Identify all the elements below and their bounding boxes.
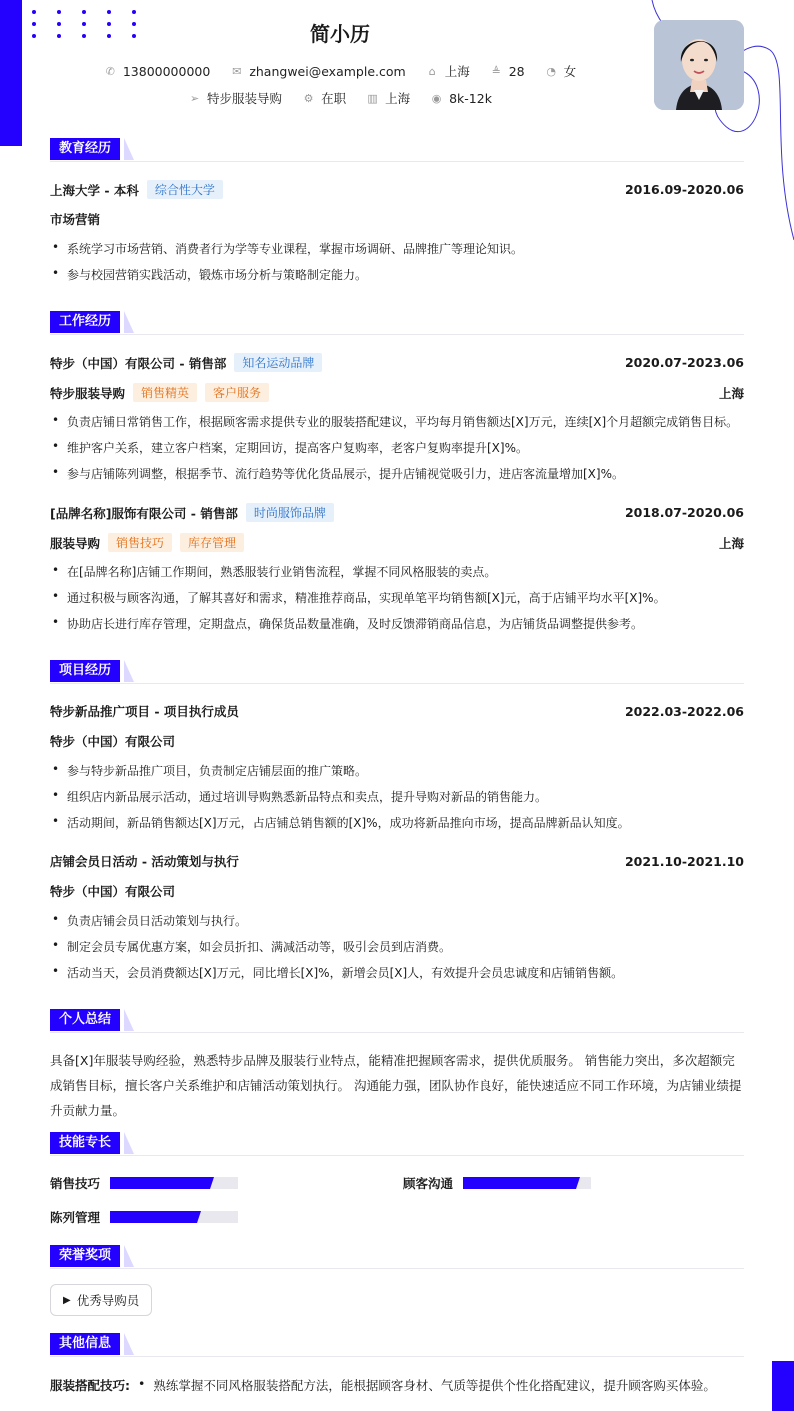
section-title-tail: [124, 660, 134, 682]
section-title-tail: [124, 1245, 134, 1267]
education-bullet: • 参与校园营销实践活动，锻炼市场分析与策略制定能力。: [50, 266, 744, 283]
profile-photo: [654, 20, 744, 110]
phone-icon: ✆: [105, 64, 115, 78]
education-title: 教育经历: [50, 138, 120, 160]
location-item: [426, 62, 470, 80]
other-section: [50, 1333, 744, 1357]
skill-bar-fill: [110, 1177, 210, 1189]
project-period: 2021.10-2021.10: [624, 853, 744, 869]
major: 市场营销: [50, 212, 101, 227]
job-position-left: [50, 533, 244, 552]
target-job-value: 特步服装导购: [207, 91, 283, 106]
project-entry: [50, 702, 744, 720]
education-section: [50, 138, 744, 282]
skills-title: 技能专长: [50, 1132, 120, 1154]
project-period: 2022.03-2022.06: [624, 703, 744, 719]
job-period: 2020.07-2023.06: [624, 355, 744, 370]
project-org-row: [50, 732, 744, 750]
project-bullet: • 制定会员专属优惠方案，如会员折扣、满减活动等，吸引会员到店消费。: [50, 938, 744, 955]
gender-icon: ◔: [546, 64, 556, 78]
job-position-row: [50, 383, 744, 402]
job-entry: [50, 353, 744, 372]
honors-title: 荣誉奖项: [50, 1245, 120, 1267]
skill-tag: 客户服务: [205, 383, 269, 402]
skill-name: 陈列管理: [50, 1210, 101, 1225]
target-city-item: [366, 89, 410, 107]
mail-icon: ✉: [232, 64, 242, 78]
skill-bar: [110, 1177, 238, 1189]
bullet-dot: •: [138, 1376, 146, 1391]
school-tag: 综合性大学: [147, 180, 223, 199]
skill-bar: [463, 1177, 591, 1189]
job-position-row: [50, 533, 744, 552]
salary-item: [430, 89, 492, 107]
status-icon: ⚙: [303, 91, 314, 105]
skill-bar-fill: [110, 1211, 197, 1223]
company-tag: 知名运动品牌: [234, 353, 322, 372]
skills-section: [50, 1132, 744, 1156]
skill-tag: 库存管理: [180, 533, 244, 552]
project-org: 特步（中国）有限公司: [50, 884, 176, 899]
target-job-item: [188, 89, 282, 107]
home-icon: ⌂: [428, 64, 436, 78]
skill-item: [403, 1174, 591, 1192]
honors-section: [50, 1245, 744, 1269]
job-period: 2018.07-2020.06: [624, 505, 744, 520]
other-info-row: [50, 1376, 716, 1394]
skills-header: [50, 1132, 744, 1156]
other-title: 其他信息: [50, 1333, 120, 1355]
skill-tag: 销售精英: [133, 383, 197, 402]
project-org-row: [50, 882, 744, 900]
cake-icon: ≜: [491, 64, 501, 78]
job-city: 上海: [718, 385, 744, 401]
job-position-left: [50, 383, 269, 402]
section-title-tail: [124, 138, 134, 160]
section-title-tail: [124, 1333, 134, 1355]
company-tag: 时尚服饰品牌: [246, 503, 334, 522]
school-name: 上海大学 - 本科: [50, 182, 139, 198]
job-city: 上海: [718, 535, 744, 551]
skill-name: 顾客沟通: [403, 1176, 454, 1191]
email-item: [230, 62, 405, 80]
work-title: 工作经历: [50, 311, 120, 333]
skill-tag: 销售技巧: [108, 533, 172, 552]
other-header: [50, 1333, 744, 1357]
project-bullet: • 活动期间，新品销售额达[X]万元，占店铺总销售额的[X]%，成功将新品推向市场，提高品牌新品认知度。: [50, 814, 744, 831]
projects-header: [50, 660, 744, 684]
candidate-name: 简小历: [310, 22, 370, 46]
project-bullet: • 负责店铺会员日活动策划与执行。: [50, 912, 744, 929]
contact-row: [0, 62, 680, 80]
salary-icon: ◉: [431, 91, 442, 105]
job-intent-row: [0, 89, 680, 107]
skill-bar-fill: [463, 1177, 576, 1189]
job-bullet: • 协助店长进行库存管理，定期盘点，确保货品数量准确，及时反馈滞销商品信息，为店铺货品调整提供参考。: [50, 615, 744, 632]
job-bullet: • 在[品牌名称]店铺工作期间，熟悉服装行业销售流程，掌握不同风格服装的卖点。: [50, 563, 744, 580]
education-bullet: • 系统学习市场营销、消费者行为学等专业课程，掌握市场调研、品牌推广等理论知识。: [50, 240, 744, 257]
play-icon: ▶: [63, 1294, 71, 1306]
work-section: [50, 311, 744, 631]
summary-section: [50, 1009, 744, 1033]
status-value: 在职: [321, 91, 347, 106]
honors-header: [50, 1245, 744, 1269]
job-company: 特步（中国）有限公司 - 销售部: [50, 355, 227, 371]
age-item: [490, 62, 525, 80]
other-label: 服装搭配技巧:: [50, 1378, 130, 1393]
projects-title: 项目经历: [50, 660, 120, 682]
send-icon: ➢: [189, 91, 200, 105]
phone-value: 13800000000: [122, 63, 211, 79]
section-title-tail: [124, 311, 134, 333]
skill-item: [50, 1174, 238, 1192]
project-entry: [50, 852, 744, 870]
building-icon: ▥: [367, 91, 378, 105]
job-bullet: • 参与店铺陈列调整，根据季节、流行趋势等优化货品展示，提升店铺视觉吸引力，进店客流量增加[X]%。: [50, 465, 744, 482]
gender-value: 女: [563, 64, 577, 79]
major-row: [50, 210, 744, 228]
education-entry-left: [50, 180, 223, 199]
location-value: 上海: [444, 64, 470, 79]
right-accent-bar: [772, 1361, 794, 1411]
gender-item: [545, 62, 577, 80]
education-entry: [50, 180, 744, 199]
job-entry-left: [50, 503, 334, 522]
email-value: zhangwei@example.com: [249, 63, 406, 79]
education-header: [50, 138, 744, 162]
award-item[interactable]: [50, 1284, 152, 1316]
age-value: 28: [508, 63, 525, 79]
job-position: 服装导购: [50, 535, 101, 551]
section-title-tail: [124, 1009, 134, 1031]
salary-value: 8k-12k: [449, 90, 492, 106]
job-company: [品牌名称]服饰有限公司 - 销售部: [50, 505, 238, 521]
job-bullet: • 维护客户关系，建立客户档案，定期回访，提高客户复购率，老客户复购率提升[X]%。: [50, 439, 744, 456]
project-bullet: • 组织店内新品展示活动，通过培训导购熟悉新品特点和卖点，提升导购对新品的销售能力。: [50, 788, 744, 805]
education-period: 2016.09-2020.06: [624, 182, 744, 197]
other-text: 熟练掌握不同风格服装搭配方法，能根据顾客身材、气质等提供个性化搭配建议，提升顾客购买体验。: [153, 1378, 716, 1393]
job-bullet: • 负责店铺日常销售工作，根据顾客需求提供专业的服装搭配建议，平均每月销售额达[X]万元，连续[X]个月超额完成销售目标。: [50, 413, 744, 430]
section-title-tail: [124, 1132, 134, 1154]
phone-item: [104, 62, 210, 80]
job-entry-left: [50, 353, 322, 372]
skill-name: 销售技巧: [50, 1176, 101, 1191]
project-bullet: • 参与特步新品推广项目，负责制定店铺层面的推广策略。: [50, 762, 744, 779]
target-city-value: 上海: [385, 91, 411, 106]
summary-title: 个人总结: [50, 1009, 120, 1031]
work-header: [50, 311, 744, 335]
summary-text: 具备[X]年服装导购经验，熟悉特步品牌及服装行业特点，能精准把握顾客需求，提供优质服务。 销售能力突出，多次超额完成销售目标，擅长客户关系维护和店铺活动策划执行。 沟通能力强，团队协作良好，能快速适应不同工作环境，为店铺业绩提升贡献力量。: [50, 1053, 742, 1118]
portrait-illustration: [654, 20, 744, 110]
skill-item: [50, 1208, 238, 1226]
summary-header: [50, 1009, 744, 1033]
job-entry: [50, 503, 744, 522]
status-item: [302, 89, 346, 107]
job-bullet: • 通过积极与顾客沟通，了解其喜好和需求，精准推荐商品，实现单笔平均销售额[X]元，高于店铺平均水平[X]%。: [50, 589, 744, 606]
skill-bar: [110, 1211, 238, 1223]
projects-section: [50, 660, 744, 980]
project-name: 店铺会员日活动 - 活动策划与执行: [50, 854, 239, 869]
project-name: 特步新品推广项目 - 项目执行成员: [50, 704, 239, 719]
job-position: 特步服装导购: [50, 385, 126, 401]
project-bullet: • 活动当天，会员消费额达[X]万元，同比增长[X]%，新增会员[X]人，有效提升会员忠诚度和店铺销售额。: [50, 964, 744, 981]
project-org: 特步（中国）有限公司: [50, 734, 176, 749]
award-label: 优秀导购员: [76, 1293, 140, 1308]
